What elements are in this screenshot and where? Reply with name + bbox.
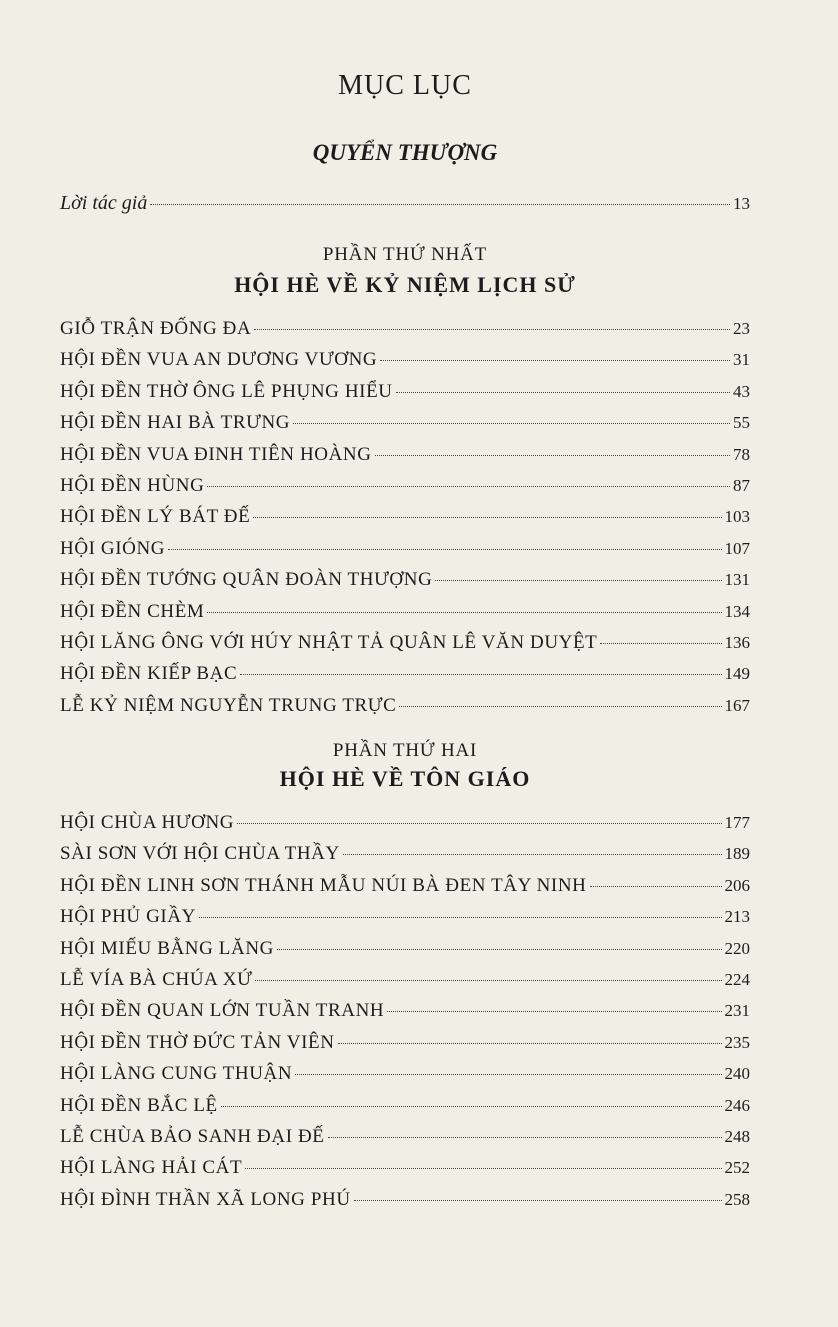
toc-entry[interactable] (60, 1157, 750, 1187)
toc-entry-page: 134 (724, 601, 750, 621)
toc-entry-title: HỘI ĐỀN HAI BÀ TRƯNG (60, 412, 291, 434)
dot-leader (380, 360, 730, 361)
toc-entry-title: HỘI ĐỀN LINH SƠN THÁNH MẪU NÚI BÀ ĐEN TÂY NINH (60, 874, 587, 896)
dot-leader (295, 1074, 721, 1075)
dot-leader (240, 674, 721, 675)
toc-entry[interactable] (60, 569, 750, 599)
toc-entry-preface[interactable] (60, 192, 750, 222)
toc-entry-title: HỘI GIÓNG (60, 537, 166, 559)
page-title: MỤC LỤC (338, 70, 472, 101)
toc-entry[interactable] (60, 444, 750, 474)
part-title: HỘI HÈ VỀ KỶ NIỆM LỊCH SỬ (234, 272, 576, 297)
part-label: PHẦN THỨ NHẤT (322, 244, 488, 265)
toc-entry-page: 13 (733, 194, 750, 213)
toc-entry-page: 87 (733, 476, 750, 495)
toc-entry[interactable] (60, 318, 750, 348)
dot-leader (293, 423, 730, 424)
part-title: HỘI HÈ VỀ TÔN GIÁO (279, 766, 531, 791)
toc-entry-title: HỘI ĐỀN BẮC LỆ (60, 1094, 218, 1116)
toc-entry-page: 43 (733, 381, 750, 401)
dot-leader (221, 1106, 722, 1107)
dot-leader (253, 517, 721, 518)
toc-entry-page: 224 (724, 970, 750, 989)
toc-entry[interactable] (60, 843, 750, 873)
dot-leader (590, 886, 722, 887)
dot-leader (207, 486, 730, 487)
toc-entry[interactable] (60, 969, 750, 999)
toc-entry-title: HỘI LĂNG ÔNG VỚI HÚY NHẬT TẢ QUÂN LÊ VĂN DUYỆT (60, 632, 598, 653)
toc-entry[interactable] (60, 632, 750, 662)
dot-leader (207, 612, 721, 613)
toc-entry-title: Lời tác giả (60, 192, 148, 214)
toc-entry-title: HỘI ĐỀN QUAN LỚN TUẦN TRANH (60, 1000, 385, 1022)
toc-entry-title: SÀI SƠN VỚI HỘI CHÙA THẦY (60, 843, 340, 865)
toc-entry-page: 246 (724, 1095, 750, 1115)
dot-leader (396, 392, 730, 393)
toc-entry-page: 78 (733, 444, 750, 464)
toc-entry-page: 252 (724, 1158, 750, 1178)
toc-entry-title: HỘI LÀNG CUNG THUẬN (60, 1063, 293, 1085)
toc-entry-page: 240 (724, 1064, 750, 1084)
toc-entry-page: 149 (724, 664, 750, 684)
dot-leader (245, 1168, 721, 1169)
dot-leader (387, 1011, 721, 1012)
dot-leader (343, 854, 722, 855)
dot-leader (199, 917, 722, 918)
toc-entry-page: 107 (724, 538, 750, 558)
toc-entry-page: 167 (724, 695, 750, 715)
toc-entry-page: 103 (724, 507, 750, 527)
toc-entry-title: HỘI LÀNG HẢI CÁT (60, 1157, 243, 1179)
toc-entry-page: 23 (733, 319, 750, 338)
toc-entry-page: 248 (724, 1127, 750, 1146)
dot-leader (375, 455, 730, 456)
toc-entry-title: HỘI ĐỀN LÝ BÁT ĐẾ (60, 506, 251, 528)
dot-leader (237, 823, 721, 824)
toc-entry[interactable] (60, 538, 750, 568)
toc-entry[interactable] (60, 875, 750, 905)
toc-entry[interactable] (60, 663, 750, 693)
toc-entry[interactable] (60, 349, 750, 379)
toc-entry[interactable] (60, 412, 750, 442)
toc-entry[interactable] (60, 1032, 750, 1062)
dot-leader (168, 549, 721, 550)
toc-entry-title: HỘI ĐỀN THỜ ĐỨC TẢN VIÊN (60, 1031, 335, 1053)
toc-entry-title: HỘI ĐỀN THỜ ÔNG LÊ PHỤNG HIỂU (60, 380, 393, 402)
dot-leader (354, 1200, 722, 1201)
toc-entry-page: 189 (724, 844, 750, 864)
toc-entry-title: LỄ KỶ NIỆM NGUYỄN TRUNG TRỰC (60, 694, 397, 716)
toc-entry-title: HỘI CHÙA HƯƠNG (60, 812, 235, 833)
toc-entry-page: 55 (733, 413, 750, 433)
volume-title: QUYỂN THƯỢNG (312, 140, 498, 165)
dot-leader (435, 580, 721, 581)
dot-leader (399, 706, 721, 707)
toc-entry-title: HỘI PHỦ GIẦY (60, 906, 196, 928)
part-label: PHẦN THỨ HAI (332, 740, 478, 761)
toc-entry[interactable] (60, 506, 750, 536)
dot-leader (338, 1043, 722, 1044)
toc-entry-title: LỄ CHÙA BẢO SANH ĐẠI ĐẾ (60, 1126, 325, 1147)
dot-leader (150, 204, 730, 205)
toc-entry-title: HỘI ĐỀN TƯỚNG QUÂN ĐOÀN THƯỢNG (60, 569, 433, 591)
toc-entry-title: HỘI ĐỀN VUA AN DƯƠNG VƯƠNG (60, 349, 378, 371)
dot-leader (254, 329, 730, 330)
toc-entry-title: HỘI ĐỀN KIẾP BẠC (60, 663, 238, 685)
toc-entry-page: 235 (724, 1032, 750, 1052)
toc-entry-page: 220 (724, 938, 750, 958)
dot-leader (255, 980, 721, 981)
toc-entry-title: HỘI ĐỀN VUA ĐINH TIÊN HOÀNG (60, 443, 372, 465)
toc-entry-title: HỘI MIẾU BẰNG LĂNG (60, 937, 274, 959)
toc-entry-title: HỘI ĐỀN CHÈM (60, 600, 205, 622)
toc-entry[interactable] (60, 812, 750, 842)
toc-entry[interactable] (60, 475, 750, 505)
toc-entry-page: 131 (724, 570, 750, 590)
toc-entry[interactable] (60, 695, 750, 725)
toc-entry-title: HỘI ĐỀN HÙNG (60, 475, 205, 496)
toc-entry-page: 258 (724, 1189, 750, 1209)
toc-entry-page: 136 (724, 633, 750, 652)
toc-entry-page: 213 (724, 907, 750, 927)
toc-entry[interactable] (60, 1095, 750, 1125)
toc-entry[interactable] (60, 381, 750, 411)
toc-entry[interactable] (60, 1126, 750, 1156)
toc-entry-title: HỘI ĐÌNH THẦN XÃ LONG PHÚ (60, 1188, 351, 1210)
toc-entry[interactable] (60, 1189, 750, 1219)
toc-entry-page: 31 (733, 350, 750, 370)
dot-leader (328, 1137, 722, 1138)
dot-leader (277, 949, 722, 950)
toc-entry-page: 177 (724, 813, 750, 832)
dot-leader (600, 643, 721, 644)
toc-entry[interactable] (60, 1000, 750, 1030)
toc-entry-page: 206 (724, 875, 750, 895)
toc-entry-page: 231 (724, 1001, 750, 1021)
toc-entry[interactable] (60, 601, 750, 631)
toc-entry-title: LỄ VÍA BÀ CHÚA XỨ (60, 969, 253, 990)
toc-entry-title: GIỖ TRẬN ĐỐNG ĐA (60, 318, 252, 339)
toc-entry[interactable] (60, 938, 750, 968)
toc-entry[interactable] (60, 1063, 750, 1093)
toc-entry[interactable] (60, 906, 750, 936)
